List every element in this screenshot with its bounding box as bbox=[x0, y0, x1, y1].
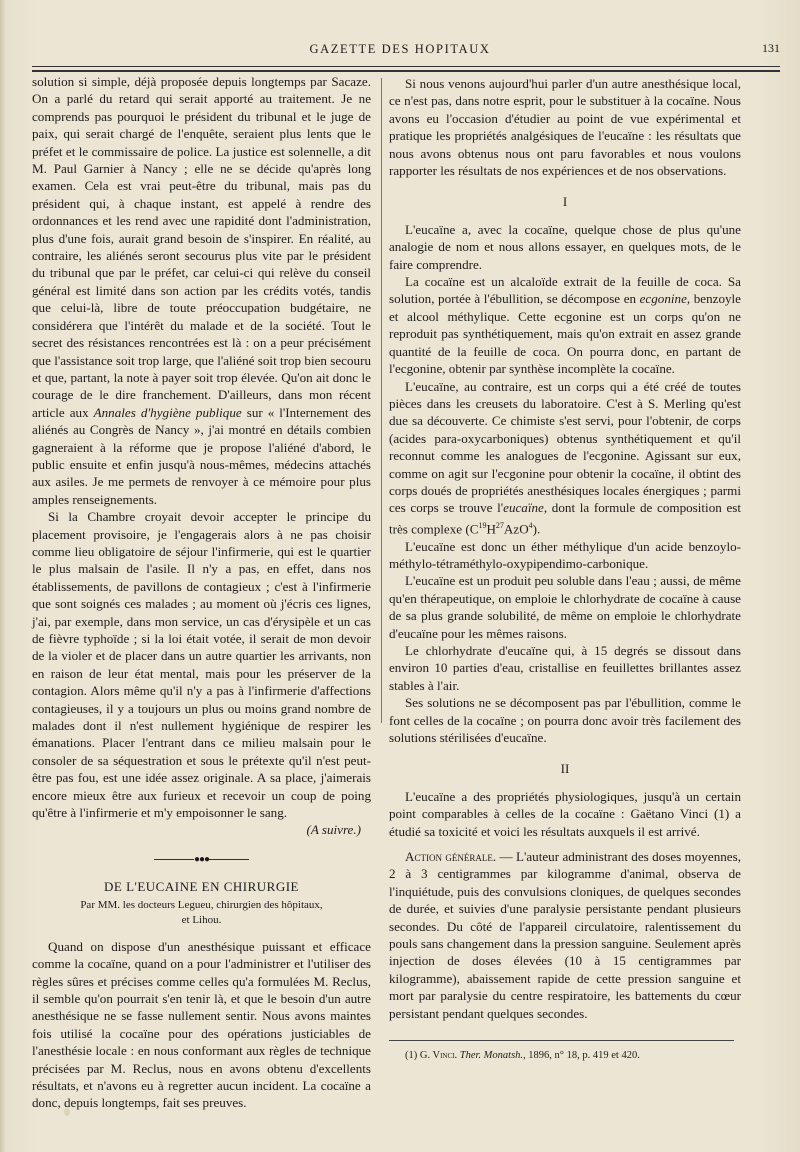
to-be-continued bbox=[32, 821, 371, 838]
formula-index: 27 bbox=[495, 520, 504, 530]
paragraph-text: L'eucaïne, au contraire, est un corps qui a été créé de toutes pièces dans les creusets du laboratoire. C'est à S. Merling qu'est due sa découverte. Ce chimiste s'est servi, pour l'obtenir, de corps (acides para-oxycarboniques) obtenus synthétiquement et qu'il reconnut comme les analogues de l'ecgonine. Agissant sur eux, comme on agit sur l'ecgonine pour obtenir la cocaïne, il obtint des corps doués de propriétés anesthésiques locales énergiques ; parmi ces corps se trouve l' bbox=[389, 378, 741, 516]
running-title: GAZETTE DES HOPITAUX bbox=[309, 42, 491, 56]
section-number: II bbox=[560, 761, 570, 777]
paragraph: Si nous venons aujourd'hui parler d'un autre anesthésique local, ce n'est pas, dans notre esprit, pour le substituer à la cocaïne. Nous avons eu l'occasion d'étudier au point de vue expérimental et pratique les propriétés analgésiques de l'eucaïne : les résultats que nous avons obtenus nous ont paru favorables et nous voulons rapporter les résultats de nos expériences et de nos observations. bbox=[389, 76, 741, 179]
journal-title: Annales d'hygiène publique bbox=[93, 404, 242, 420]
paragraph-text: solution si simple, déjà proposée depuis longtemps par Sacaze. On a parlé du retard qui serait apporté au traitement. Je ne comprends pas pourquoi le président du tribunal et le juge de paix, qui serait chargé de l'enquête, seraient plus lents que le préfet et le commissaire de police. La justice est solennelle, a dit M. Paul Garnier à Nancy ; elle ne se décide qu'après long examen. Cela est vrai peut-être du tribunal, mais pas du président qui, à chaque instant, est appelé à rendre des ordonnances et les rend avec une rapidité dont l'administration, plus d'une fois, aurait grand besoin de s'inspirer. En réalité, au contraire, les aliénés seront secourus plus vite par le président du tribunal que par le préfet, car celui-ci qui relève du conseil général est limité dans son action par les crédits votés, tandis que celui-là, libre de toute préoccupation budgétaire, ne considérera que l'intérêt du malade et de la société. Tout le secret des résistances rencontrées est là : on a peur précisément que l'assistance soit trop large, que l'aliéné soit trop bien secouru et que, partant, la note à payer soit trop élevée. Qu'on ait donc le courage de le dire franchement. D'ailleurs, dans mon récent article aux bbox=[32, 74, 371, 420]
formula-index: 19 bbox=[478, 520, 487, 530]
footnote-text: (1) G. Vinci. bbox=[405, 1050, 460, 1062]
paragraph-text: , dont la formule de composition est très complexe (C bbox=[389, 500, 742, 537]
paragraph bbox=[389, 848, 741, 1022]
paragraph: L'eucaïne est un produit peu soluble dans l'eau ; aussi, de même qu'en thérapeutique, on emploie le chlorhydrate de cocaïne à cause de sa plus grande solubilité, de même on emploie le chlorhydrate d'eucaïne pour les mêmes raisons. bbox=[389, 573, 741, 641]
paragraph: Si la Chambre croyait devoir accepter le principe du placement provisoire, je l'engagerais alors à ne pas choisir comme lieu obligatoire de séjour l'infirmerie, qui est le quartier le plus malsain de l'asile. Il n'y a pas, en effet, dans nos établissements, de pavillons de contagieux ; c'est à l'infirmerie que sont soignés ces malades ; au moment où j'écris ces lignes, j'ai, par exemple, dans mon service, un cas d'érysipèle et un cas de fièvre typhoïde ; si la loi était votée, il serait de mon devoir de la violer et de placer dans un autre quartier les arrivants, non en raison de leur état mental, mais pour les préserver de la contagion. Alors même qu'il n'y a pas à l'infirmerie d'affections contagieuses, il y a toujours un plus ou moins grand nombre de malades dont il n'est nullement hygiénique de respirer les émanations. Placer l'entrant dans ce milieu malsain pour le consoler de sa séquestration et sous le prétexte qu'il n'est peut-être pas fou, est une idée assez originale. A sa place, j'aimerais encore mieux être aux furieux et recevoir un coup de poing qu'être à l'infirmerie et m'y empoisonner le sang. bbox=[32, 509, 371, 821]
left-column bbox=[32, 73, 371, 1112]
article-title: DE L'EUCAINE EN CHIRURGIE bbox=[103, 879, 299, 895]
formula-text: H bbox=[486, 521, 496, 537]
paragraph bbox=[32, 73, 371, 508]
italic-term: eucaïne bbox=[503, 500, 544, 516]
section-ornament: ●●● bbox=[32, 851, 371, 868]
paragraph-text: — L'auteur administrant des doses moyennes, 2 à 3 centigrammes par kilogramme d'animal, observa de l'inquiétude, puis des convulsions cloniques, de quelques secondes de durée, et suivies d'une paralysie persistante pendant plusieurs secondes. Du côté de l'appareil circulatoire, ralentissement du pouls sans changement dans la pression sanguine. Seulement après injection de doses élevées (10 à 15 centigrammes par kilogramme), abaissement rapide de cette pression sanguine et mort par paralysie du centre respiratoire, les battements du cœur persistant pendant quelques secondes. bbox=[389, 849, 741, 1021]
article-byline bbox=[32, 898, 371, 928]
paragraph: Ses solutions ne se décomposent pas par l'ébullition, comme le font celles de la cocaïne ; on pourra donc avoir très facilement des solutions stérilisées d'eucaïne. bbox=[389, 695, 741, 745]
formula-text: AzO bbox=[503, 521, 529, 537]
byline-line: Par MM. les docteurs Legueu, chirurgien des hôpitaux, bbox=[80, 898, 323, 911]
footnote-journal: Ther. Monatsh. bbox=[459, 1050, 524, 1062]
byline-line: et Lihou. bbox=[181, 913, 222, 926]
footnote-rule bbox=[389, 1040, 734, 1041]
paragraph: L'eucaïne a, avec la cocaïne, quelque chose de plus qu'une analogie de nom et nous allons essayer, en quelques mots, de le faire comprendre. bbox=[389, 221, 741, 272]
section-number: I bbox=[562, 194, 568, 210]
paragraph: Quand on dispose d'un anesthésique puissant et efficace comme la cocaïne, quand on a pour l'administrer et l'utiliser des règles sûres et précises comme celles qu'a formulées M. Reclus, il semble qu'on pourrait s'en tenir là, et que le besoin d'un autre anesthésique ne se fasse nullement sentir. Nous avons maintes fois utilisé la cocaïne pour des opérations justiciables de l'anesthésie locale : en nous conformant aux règles de technique précisées par M. Reclus, nous en avons obtenu d'excellents résultats, et n'avons eu à regretter aucun incident. La cocaïne a donc, depuis longtemps, fait ses preuves. bbox=[32, 938, 371, 1111]
paragraph-text: sur « l'Internement des aliénés au Congrès de Nancy », j'ai montré en détails combien gagneraient à la réforme que je propose l'aliéné d'abord, le public ensuite et enfin jusqu'à nous-mêmes, médecins attachés aux asiles. Je me permets de renvoyer à ce mémoire pour plus amples renseignements. bbox=[32, 404, 371, 507]
paragraph-text: , benzoyle et alcool méthylique. Cette ecgonine est un corps qu'on ne reproduit pas synthétiquement, mais qu'on extrait en assez grande quantité de la feuille de coca. On pourra donc, en partant de l'ecgonine, obtenir par synthèse incomplète la cocaïne. bbox=[389, 291, 741, 377]
italic-term: ecgonine bbox=[639, 291, 687, 307]
formula-index: 4 bbox=[528, 520, 533, 530]
right-column bbox=[389, 75, 741, 1063]
page-number: 131 bbox=[762, 41, 780, 55]
paragraph bbox=[389, 273, 741, 377]
paragraph-heading: Action générale. bbox=[405, 849, 497, 865]
header-rule bbox=[32, 66, 780, 67]
continued-note: (A suivre.) bbox=[306, 822, 361, 838]
footnote-text: , 1896, n° 18, p. 419 et 420. bbox=[523, 1050, 640, 1062]
paragraph: L'eucaïne a des propriétés physiologiques, jusqu'à un certain point comparables à celles de la cocaïne : Gaëtano Vinci (1) a étudié sa toxicité et voici les résultats auxquels il est arrivé. bbox=[389, 788, 741, 839]
page-header bbox=[0, 36, 800, 60]
paragraph-text: La cocaïne est un alcaloïde extrait de la feuille de coca. Sa solution, portée à l'ébullition, se décompose en bbox=[389, 274, 741, 307]
header-rule-thick bbox=[32, 70, 780, 72]
paragraph: Le chlorhydrate d'eucaïne qui, à 15 degrés se dissout dans environ 10 parties d'eau, cristallise en feuillettes brillantes assez stables à l'air. bbox=[389, 642, 741, 693]
column-divider bbox=[381, 78, 382, 723]
footnote bbox=[389, 1049, 741, 1063]
paragraph-text: ). bbox=[532, 521, 541, 537]
paragraph: L'eucaïne est donc un éther méthylique d'un acide benzoylo-méthylo-tétraméthylo-oxypipendimo-carbonique. bbox=[389, 538, 741, 571]
paragraph bbox=[389, 378, 741, 538]
